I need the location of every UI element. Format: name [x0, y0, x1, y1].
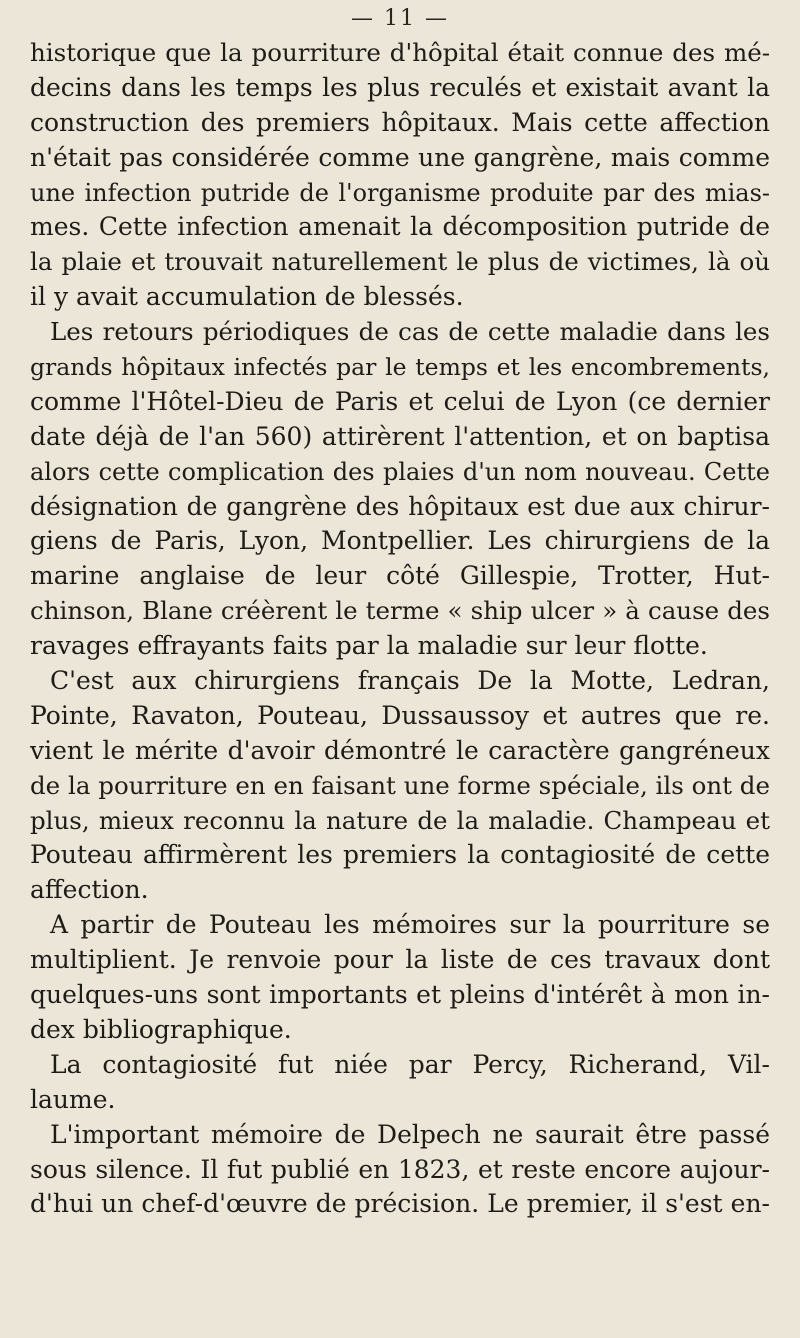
text-line: La contagiosité fut niée par Percy, Richerand, Vil- [50, 1049, 770, 1079]
text-line: historique que la pourriture d'hôpital était connue des mé- [30, 38, 770, 67]
text-line: grands hôpitaux infectés par le temps et les encombrements, [30, 353, 770, 382]
text-line: decins dans les temps les plus reculés et existait avant la [30, 72, 770, 102]
text-line: date déjà de l'an 560) attirèrent l'attention, et on baptisa [30, 421, 770, 451]
text-line: dex bibliographique. [30, 1014, 292, 1044]
text-line: vient le mérite d'avoir démontré le caractère gangréneux [30, 735, 770, 765]
text-line: marine anglaise de leur côté Gillespie, Trotter, Hut- [30, 561, 770, 591]
text-line: laume. [30, 1084, 116, 1114]
text-line: alors cette complication des plaies d'un nom nouveau. Cette [30, 457, 770, 486]
text-line: Les retours périodiques de cas de cette maladie dans les [50, 317, 770, 347]
text-line: une infection putride de l'organisme produite par des mias- [30, 178, 770, 207]
text-line: quelques-uns sont importants et pleins d'intérêt à mon in- [30, 980, 770, 1010]
text-line: Pointe, Ravaton, Pouteau, Dussaussoy et autres que re. [30, 700, 770, 730]
text-line: construction des premiers hôpitaux. Mais cette affection [30, 107, 770, 137]
text-line: n'était pas considérée comme une gangrène, mais comme [30, 142, 770, 172]
text-line: comme l'Hôtel-Dieu de Paris et celui de Lyon (ce dernier [30, 386, 770, 416]
text-line: sous silence. Il fut publié en 1823, et reste encore aujour- [30, 1154, 770, 1184]
text-line: plus, mieux reconnu la nature de la maladie. Champeau et [30, 805, 770, 835]
text-line: chinson, Blane créèrent le terme « ship ulcer » à cause des [30, 596, 770, 626]
text-line: giens de Paris, Lyon, Montpellier. Les chirurgiens de la [30, 526, 770, 556]
text-line: C'est aux chirurgiens français De la Motte, Ledran, [50, 666, 770, 696]
page-number: — 11 — [351, 6, 449, 31]
text-line: L'important mémoire de Delpech ne saurait être passé [50, 1119, 770, 1149]
text-line: d'hui un chef-d'œuvre de précision. Le premier, il s'est en- [30, 1189, 770, 1219]
text-line: Pouteau affirmèrent les premiers la contagiosité de cette [30, 840, 770, 870]
text-line: désignation de gangrène des hôpitaux est due aux chirur- [30, 491, 770, 521]
text-line: mes. Cette infection amenait la décomposition putride de [30, 212, 770, 242]
text-line: ravages effrayants faits par la maladie sur leur flotte. [30, 631, 708, 661]
text-line: A partir de Pouteau les mémoires sur la pourriture se [50, 910, 770, 940]
text-line: multiplient. Je renvoie pour la liste de ces travaux dont [30, 945, 770, 975]
text-line: affection. [30, 875, 149, 905]
text-line: il y avait accumulation de blessés. [30, 282, 464, 312]
text-line: la plaie et trouvait naturellement le plus de victimes, là où [30, 247, 770, 277]
body-text [30, 36, 770, 1222]
text-line: de la pourriture en en faisant une forme spéciale, ils ont de [30, 770, 770, 800]
